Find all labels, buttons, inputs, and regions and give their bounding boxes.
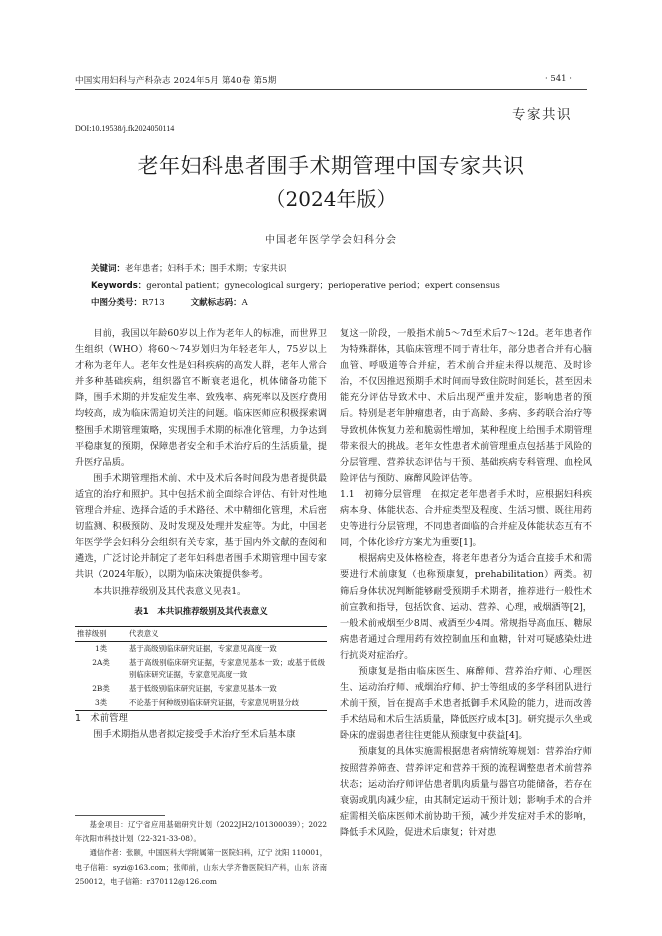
keywords-en xyxy=(91,280,500,292)
table-header: 推荐级别 xyxy=(75,626,127,641)
classification xyxy=(91,297,248,309)
header-rule xyxy=(75,89,587,90)
keywords-en-text: gerontal patient；gynecological surgery；perioperative period；expert consensus xyxy=(146,281,500,291)
paragraph: 根据病史及体格检查，将老年患者分为适合直接手术和需要进行术前康复（也称预康复，prehabilitation）两类。初筛后身体状况判断能够耐受预期手术期者，推荐进行一般性术前宣教和指导，包括饮食、运动、营养、心理，戒烟酒等[2]，一般术前戒烟至少8周、戒酒至少4周。常规指导高血压、糖尿病患者通过合理用药有效控制血压和血糖，针对可疑感染灶进行抗炎对症治疗。 xyxy=(340,553,592,661)
table-cell-meaning: 不论基于何种级别临床研究证据，专家意见明显分歧 xyxy=(127,696,327,711)
table-cell-level: 2B类 xyxy=(92,683,110,693)
funding-note: 基金项目：辽宁省应用基础研究计划（2022JH2/101300039）；2022年沈阳市科技计划（22-321-33-08）。 xyxy=(75,820,327,844)
author-organization: 中国老年医学学会妇科分会 xyxy=(265,235,397,246)
keywords-cn-text: 老年患者；妇科手术；围手术期；专家共识 xyxy=(125,264,287,274)
page-title: 老年妇科患者围手术期管理中国专家共识 xyxy=(137,154,525,178)
doc-code-label: 文献标志码： xyxy=(190,298,242,308)
doi: DOI:10.19538/j.fk2024050114 xyxy=(75,124,175,133)
page-subtitle: （2024年版） xyxy=(265,187,397,211)
table-row xyxy=(75,641,327,656)
correspondence-note: 通信作者：张颐，中国医科大学附属第一医院妇科，辽宁 沈阳 110001，电子信箱：syzi@163.com；张师前，山东大学齐鲁医院妇产科，山东 济南 250012，电子信箱：r370112@126.com xyxy=(75,848,327,886)
paragraph: 围手术期指从患者拟定接受手术治疗至术后基本康 xyxy=(93,728,296,740)
section-heading: 1 术前管理 xyxy=(75,712,128,724)
page-number: · 541 · xyxy=(544,74,572,84)
recommendation-table xyxy=(75,626,327,711)
table-cell-meaning: 基于高级别临床研究证据，专家意见高度一致 xyxy=(129,643,277,653)
table-cell-level: 1类 xyxy=(94,643,108,653)
paragraph: 目前，我国以年龄60岁以上作为老年人的标准，而世界卫生组织（WHO）将60～74岁划归为年轻老年人，75岁以上才称为老年人。老年女性是妇科疾病的高发人群，老年人常合并多种基础疾病，组织器官不断衰老退化，机体储备功能下降，围手术期的并发症发生率、致残率、病死率以及医疗费用均较高，成为临床需迫切关注的问题。临床医师应积极探索调整围手术期管理策略，实现围手术期的标准化管理，力争达到平稳康复的预期，保障患者安全和手术治疗后的生活质量，提升医疗品质。 xyxy=(75,328,327,468)
keywords-cn-label: 关键词： xyxy=(91,264,126,274)
table-row xyxy=(75,682,327,696)
footnote-rule xyxy=(75,815,165,816)
subsection-paragraph: 1.1 初筛分层管理 在拟定老年患者手术时，应根据妇科疾病本身、体能状态、合并症类型及程度、生活习惯、既往用药史等进行分层管理，不同患者面临的合并症及体能状态互有不同，个体化诊疗方案尤为重要[1]。 xyxy=(340,488,592,549)
right-column xyxy=(340,326,592,841)
left-column xyxy=(75,326,327,743)
table-cell-meaning: 基于高级别临床研究证据，专家意见基本一致；或基于低级别临床研究证据，专家意见高度一致 xyxy=(129,657,325,679)
clc-label: 中图分类号： xyxy=(91,298,143,308)
paragraph: 围手术期管理指术前、术中及术后各时间段为患者提供最适宜的治疗和照护。其中包括术前全面综合评估、有针对性地管理合并症、选择合适的手术路径、术中精细化管理，术后密切监测、积极预防、及时发现及处理并发症等。为此，中国老年医学学会妇科分会组织有关专家，基于国内外文献的查阅和遴选，广泛讨论并制定了老年妇科患者围手术期管理中国专家共识（2024年版），以期为临床决策提供参考。 xyxy=(75,472,327,581)
table-title: 表1 本共识推荐级别及其代表意义 xyxy=(134,606,268,617)
clc-value: R713 xyxy=(142,298,165,308)
journal-header: 中国实用妇科与产科杂志 2024年5月 第40卷 第5期 xyxy=(75,76,277,86)
table-row xyxy=(75,656,327,682)
footnote xyxy=(75,818,327,889)
table-cell-level: 3类 xyxy=(75,696,127,711)
table-cell-meaning: 基于低级别临床研究证据，专家意见基本一致 xyxy=(129,683,277,693)
keywords-cn xyxy=(91,263,287,275)
keywords-en-label: Keywords： xyxy=(91,281,147,291)
paragraph: 预康复是指由临床医生、麻醉师、营养治疗师、心理医生、运动治疗师、戒烟治疗师、护士等组成的多学科团队进行术前干预，旨在提高手术患者抵御手术风险的能力，进而改善手术结局和术后生活质量，降低医疗成本[3]。研究提示久坐或卧床的虚弱患者往往更能从预康复中获益[4]。 xyxy=(340,665,592,742)
table-header: 代表意义 xyxy=(127,626,327,641)
paragraph: 本共识推荐级别及其代表意义见表1。 xyxy=(93,585,247,597)
paragraph: 复这一阶段，一般指术前5～7d至术后7～12d。老年患者作为特殊群体，其临床管理不同于青壮年，部分患者合并有心脑血管、呼吸道等合并症，若术前合并症未得以规范、及时诊治，不仅因推迟预期手术时间而导致住院时间延长，甚至因未能充分评估导致术中、术后出现严重并发症，影响患者的预后。特别是老年肿瘤患者，由于高龄、多病、多药联合治疗等导致机体恢复力差和脆弱性增加，某种程度上给围手术期管理带来很大的挑战。老年女性患者术前管理重点包括基于风险的分层管理、营养状态评估与干预、基础疾病专科管理、血栓风险评估与预防、麻醉风险评估等。 xyxy=(340,328,592,484)
table-cell-level: 2A类 xyxy=(92,657,110,667)
column-tag: 专家共识 xyxy=(512,107,572,123)
doc-code-value: A xyxy=(241,298,248,308)
paragraph: 预康复的具体实施需根据患者病情统筹规划：营养治疗师按照营养筛查、营养评定和营养干预的流程调整患者术前营养状态；运动治疗师评估患者肌肉质量与器官功能储备，若存在衰弱或肌肉减少症，由其制定运动干预计划；影响手术的合并症需相关临床医师术前协助干预，减少并发症对手术的影响，降低手术风险，促进术后康复；针对患 xyxy=(340,746,592,838)
table-row xyxy=(75,696,327,711)
